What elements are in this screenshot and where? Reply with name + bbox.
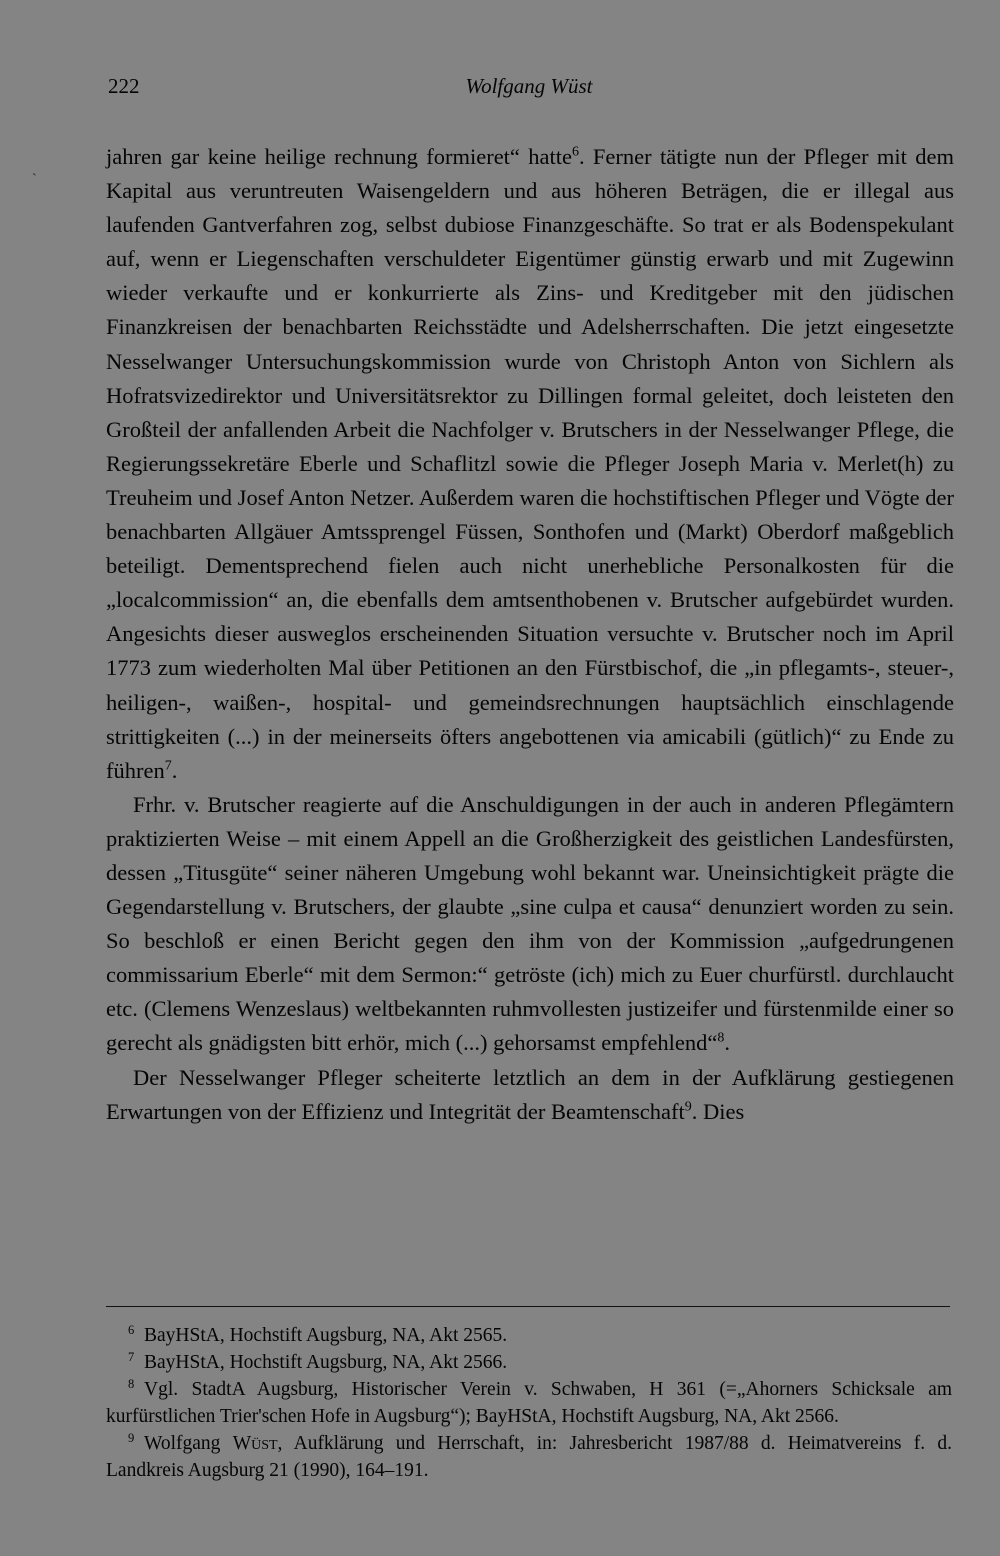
paragraph-1-text-b: . Ferner tätigte nun der Pfleger mit dem Kapital aus veruntreuten Waisengeldern und aus höheren Beträgen, die er illegal aus laufenden Gantverfahren zog, selbst dubiose Finanzgeschäfte. So trat er als Bodenspekulant auf, wenn er Liegenschaften verschuldeter Eigentümer günstig erwarb und mit Zugewinn wieder verkaufte und er konkurrierte als Zins- und Kreditgeber mit den jüdischen Finanzkreisen der benachbarten Reichsstädte und Adelsherrschaften. Die jetzt eingesetzte Nesselwanger Untersuchungskommission wurde von Christoph Anton von Sichlern als Hofratsvizedirektor und Universitätsrektor zu Dillingen formal geleitet, doch leisteten den Großteil der anfallenden Arbeit die Nachfolger v. Brutschers in der Nesselwanger Pflege, die Regierungssekretäre Eberle und Schaflitzl sowie die Pfleger Joseph Maria v. Merlet(h) zu Treuheim und Josef Anton Netzer. Außerdem waren die hochstiftischen Pfleger und Vögte der benachbarten Allgäuer Amtssprengel Füssen, Sonthofen und (Markt) Oberdorf maßgeblich beteiligt. Dementsprechend fielen auch nicht unerhebliche Personalkosten für die „localcommission“ an, die ebenfalls dem amtsenthobenen v. Brutscher aufgebürdet wurden. Angesichts dieser ausweglos erscheinenden Situation versuchte v. Brutscher noch im April 1773 zum wiederholten Mal über Petitionen an den Fürstbischof, die „in pflegamts-, steuer-, heiligen-, waißen-, hospital- und gemeindsrechnungen hauptsächlich einschlagende strittigkeiten (...) in der meinerseits öfters angebottenen via amicabili (gütlich)“ zu Ende zu führen (106, 144, 954, 783)
author-name: Wüst (232, 1433, 278, 1454)
footnote-text: BayHStA, Hochstift Augsburg, NA, Akt 2565. (144, 1325, 508, 1346)
body-text (106, 140, 954, 1129)
page-number: 222 (108, 74, 140, 98)
footnote-9: $^9$ Wolfgang Wüst, Aufklärung und Herrschaft, in: Jahresbericht 1987/88 d. Heimatvereins f. d. Landkreis Augsburg 21 (1990), 164–191. (106, 1430, 952, 1481)
footnote-text: BayHStA, Hochstift Augsburg, NA, Akt 2566. (144, 1352, 508, 1373)
footnote-ref-6[interactable]: 6 (571, 144, 579, 160)
paragraph-1-text-c: . (171, 757, 178, 783)
paragraph-2-text-b: . (724, 1030, 731, 1056)
footnote-text-b: , Aufklärung und Herrschaft, in: Jahresbericht 1987/88 d. Heimatvereins f. d. Landkreis Augsburg 21 (1990), 164–191. (106, 1433, 952, 1481)
footnote-7: $^7$ BayHStA, Hochstift Augsburg, NA, Akt 2566. (128, 1349, 508, 1373)
footnote-text-a: Wolfgang (144, 1433, 233, 1454)
paragraph-2-text-a: Frhr. v. Brutscher reagierte auf die Anschuldigungen in der auch in anderen Pflegämtern praktizierten Weise – mit einem Appell an die Großherzigkeit des geistlichen Landesfürsten, dessen „Titusgüte“ seiner näheren Umgebung wohl bekannt war. Uneinsichtigkeit prägte die Gegendarstellung v. Brutschers, der glaubte „sine culpa et causa“ denunziert worden zu sein. So beschloß er einen Bericht gegen den ihm von der Kommission „aufgedrungenen commissarium Eberle“ mit dem Sermon:“ getröste (ich) mich zu Euer churfürstl. durchlaucht etc. (Clemens Wenzeslaus) weltbekannten ruhmvollesten justizeifer und fürstenmilde einer so gerecht als gnädigsten bitt erhör, mich (...) gehorsamst empfehlend“ (106, 791, 954, 1056)
footnotes (106, 1322, 952, 1484)
page-header (108, 74, 950, 104)
footnote-8: $^8$ Vgl. StadtA Augsburg, Historischer Verein v. Schwaben, H 361 (=„Ahorners Schicksale am kurfürstlichen Trier'schen Hofe in Augsburg“); BayHStA, Hochstift Augsburg, NA, Akt 2566. (106, 1376, 952, 1427)
running-head: Wolfgang Wüst (465, 74, 593, 98)
paragraph-3-text-a: Der Nesselwanger Pfleger scheiterte letztlich an dem in der Aufklärung gestiegenen Erwartungen von der Effizienz und Integrität der Beamtenschaft (106, 1064, 954, 1124)
footnote-ref-9[interactable]: 9 (684, 1099, 692, 1115)
footnote-divider (106, 1306, 950, 1307)
footnote-text: Vgl. StadtA Augsburg, Historischer Verein v. Schwaben, H 361 (=„Ahorners Schicksale am kurfürstlichen Trier'schen Hofe in Augsburg“); BayHStA, Hochstift Augsburg, NA, Akt 2566. (106, 1379, 952, 1427)
footnote-6: $^6$ BayHStA, Hochstift Augsburg, NA, Akt 2565. (128, 1322, 508, 1346)
paragraph-1-text-a: jahren gar keine heilige rechnung formieret“ hatte (106, 144, 572, 169)
paragraph-3 (106, 1061, 954, 1129)
paragraph-1 (106, 140, 954, 788)
footnote-ref-7[interactable]: 7 (164, 758, 172, 774)
stray-mark: ` (32, 172, 37, 187)
paragraph-2 (106, 788, 954, 1061)
paragraph-3-text-b: . Dies (691, 1098, 745, 1124)
footnote-ref-8[interactable]: 8 (717, 1030, 725, 1046)
